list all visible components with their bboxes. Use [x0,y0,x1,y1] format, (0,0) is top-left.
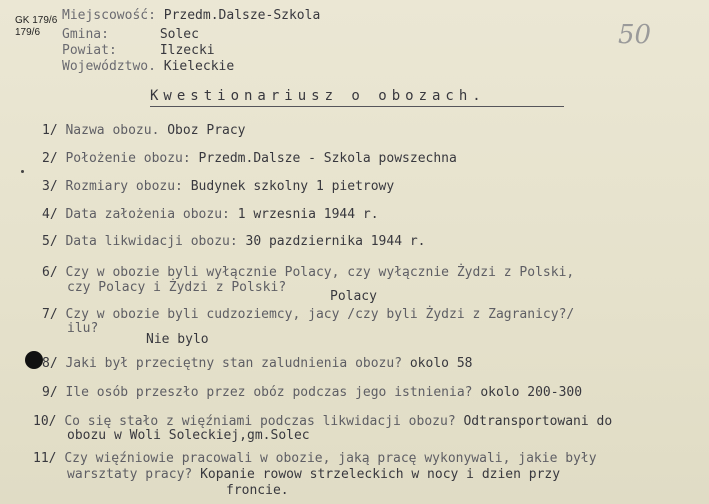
item-10-answer-line2: obozu w Woli Soleckiej,gm.Solec [67,428,310,443]
item-4-question: Data założenia obozu: [65,207,230,222]
item-7 [42,307,574,322]
item-8-number: 8/ [42,356,58,371]
header-voivodeship [62,59,234,74]
item-7-answer: Nie bylo [146,332,209,347]
item-6-question-line2: czy Polacy i Żydzi z Polski? [67,280,287,295]
header-commune-value: Solec [159,27,199,42]
item-3-answer: Budynek szkolny 1 pietrowy [190,179,395,194]
header-place-value: Przedm.Dalsze-Szkola [163,8,321,23]
archive-stamp-line2: 179/6 [15,27,41,38]
item-7-number: 7/ [42,307,58,322]
header-place [62,8,320,23]
item-11 [33,451,597,466]
item-10-number: 10/ [33,414,57,429]
header-district [62,43,215,58]
item-1-question: Nazwa obozu. [65,123,160,138]
item-5-question: Data likwidacji obozu: [65,234,238,249]
item-11-answer-line1: Kopanie rowow strzeleckich w nocy i dzien przy [200,467,561,482]
item-8 [42,356,472,371]
header-voivodeship-label: Województwo. [62,59,156,74]
item-10-answer-line1: Odtransportowani do [463,414,613,429]
item-11-answer-cont: froncie. [226,483,289,498]
item-4 [42,207,379,222]
item-7-cont [67,321,98,336]
item-10-cont [67,428,310,443]
item-2-question: Położenie obozu: [65,151,191,166]
item-6-answer: Polacy [330,289,377,304]
item-1-answer: Oboz Pracy [167,123,246,138]
header-commune-label: Gmina: [62,27,109,42]
item-7-question-line2: ilu? [67,321,99,336]
item-4-number: 4/ [42,207,58,222]
item-11-number: 11/ [33,451,57,466]
header-voivodeship-value: Kieleckie [163,59,235,74]
header-place-label: Miejscowość: [62,8,156,23]
punch-hole [25,351,43,369]
item-9 [42,385,582,400]
page-number: 50 [618,20,652,50]
item-9-number: 9/ [42,385,58,400]
item-2-number: 2/ [42,151,58,166]
item-11-cont [67,467,560,482]
item-2-answer: Przedm.Dalsze - Szkola powszechna [198,151,457,166]
item-6 [42,265,574,280]
page-title: Kwestionariusz o obozach. [150,88,486,104]
header-commune [62,27,199,42]
item-8-answer: okolo 58 [409,356,473,371]
title-underline [150,106,564,107]
item-6-cont [67,280,286,295]
item-1 [42,123,246,138]
item-11-question-line2: warsztaty pracy? [67,467,193,482]
header-district-label: Powiat: [62,43,117,58]
item-9-answer: okolo 200-300 [480,385,583,400]
item-5-number: 5/ [42,234,58,249]
item-2 [42,151,457,166]
item-3-question: Rozmiary obozu: [65,179,183,194]
archive-stamp [15,15,57,39]
item-7-question-line1: Czy w obozie byli cudzoziemcy, jacy /czy byli Żydzi z Zagranicy?/ [65,307,575,322]
item-4-answer: 1 wrzesnia 1944 r. [237,207,379,222]
item-8-question: Jaki był przeciętny stan zaludnienia obozu? [65,356,403,371]
item-6-question-line1: Czy w obozie byli wyłącznie Polacy, czy wyłącznie Żydzi z Polski, [65,265,575,280]
header-district-value: Ilzecki [159,43,215,58]
item-11-question-line1: Czy więźniowie pracowali w obozie, jaką pracę wykonywali, jakie były [64,451,597,466]
item-3-number: 3/ [42,179,58,194]
item-10 [33,414,612,429]
archive-stamp-line1: GK 179/6 [15,15,58,26]
item-6-number: 6/ [42,265,58,280]
ink-speck [21,170,24,173]
item-9-question: Ile osób przeszło przez obóz podczas jego istnienia? [65,385,473,400]
item-3 [42,179,394,194]
item-5-answer: 30 pazdziernika 1944 r. [245,234,426,249]
item-10-question: Co się stało z więźniami podczas likwidacji obozu? [64,414,456,429]
item-5 [42,234,426,249]
item-1-number: 1/ [42,123,58,138]
